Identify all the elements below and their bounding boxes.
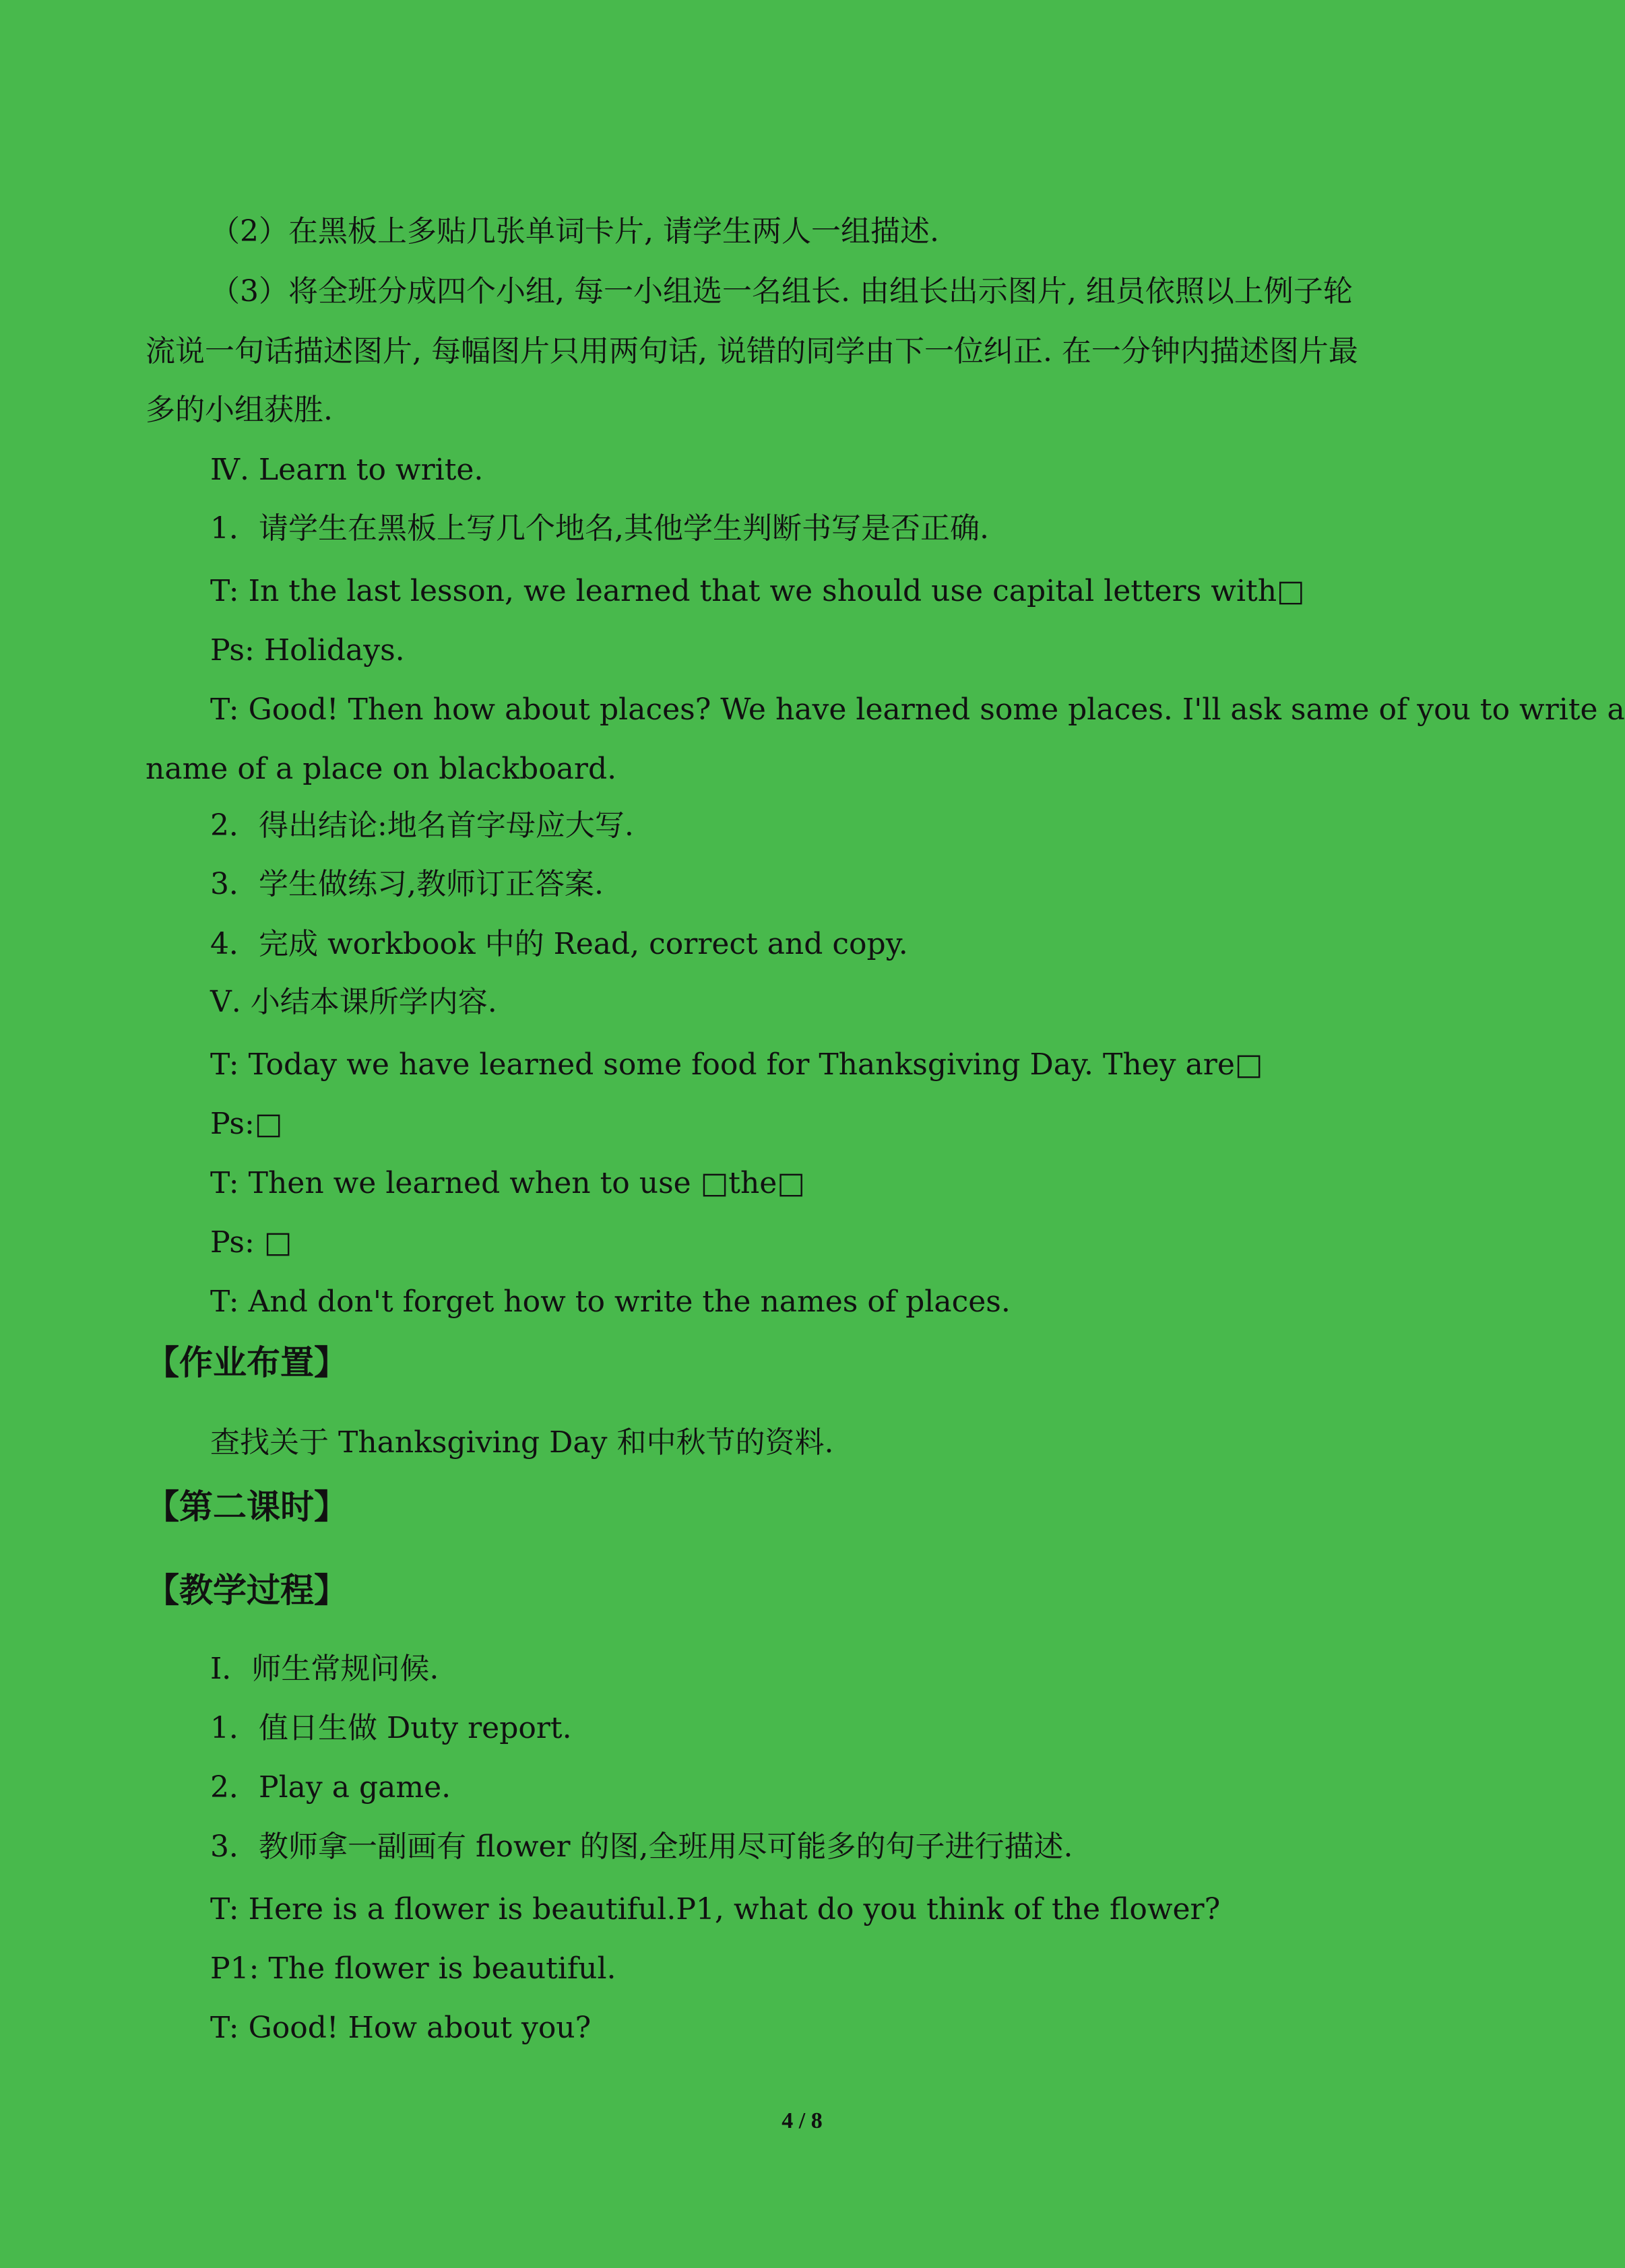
section-label: Ⅴ. 小结本课所学内容. <box>210 985 497 1019</box>
dialogue-line: T: Then we learned when to use □the□ <box>210 1166 805 1200</box>
text-line: 2．得出结论:地名首字母应大写. <box>210 808 634 843</box>
text-line: 多的小组获胜. <box>146 393 333 427</box>
text-line: I．师生常规问候. <box>210 1652 439 1686</box>
text-line: 3．教师拿一副画有 flower 的图,全班用尽可能多的句子进行描述. <box>210 1829 1073 1864</box>
text-line: 3．学生做练习,教师订正答案. <box>210 867 604 901</box>
dialogue-line: T: In the last lesson, we learned that we should use capital letters with□ <box>210 574 1305 608</box>
dialogue-line: T: Good! How about you? <box>210 2011 592 2045</box>
section-heading-second-lesson: 【第二课时】 <box>146 1487 348 1526</box>
text-line: 1．值日生做 Duty report. <box>210 1711 572 1745</box>
section-heading-homework: 【作业布置】 <box>146 1343 348 1382</box>
dialogue-line: T: Today we have learned some food for Thanksgiving Day. They are□ <box>210 1047 1263 1082</box>
page-number: 4 / 8 <box>782 2108 823 2133</box>
dialogue-line: Ps:□ <box>210 1107 283 1141</box>
section-heading-teaching-process: 【教学过程】 <box>146 1571 348 1610</box>
section-label: Ⅳ. Learn to write. <box>210 453 484 487</box>
text-line: （3）将全班分成四个小组, 每一小组选一名组长. 由组长出示图片, 组员依照以上例子轮 <box>210 274 1353 309</box>
dialogue-line: T: And don't forget how to write the names of places. <box>210 1285 1011 1319</box>
text-line: 2．Play a game. <box>210 1770 451 1805</box>
dialogue-line: Ps: □ <box>210 1225 292 1260</box>
text-line: 流说一句话描述图片, 每幅图片只用两句话, 说错的同学由下一位纠正. 在一分钟内描述图片最 <box>146 334 1358 368</box>
dialogue-line: P1: The flower is beautiful. <box>210 1951 616 1986</box>
text-line: 1．请学生在黑板上写几个地名,其他学生判断书写是否正确. <box>210 511 989 546</box>
dialogue-line: T: Here is a flower is beautiful.P1, what do you think of the flower? <box>210 1892 1221 1926</box>
text-line: 4．完成 workbook 中的 Read, correct and copy. <box>210 927 908 961</box>
text-line: （2）在黑板上多贴几张单词卡片, 请学生两人一组描述. <box>210 214 939 249</box>
dialogue-line: name of a place on blackboard. <box>146 752 617 786</box>
text-line: 查找关于 Thanksgiving Day 和中秋节的资料. <box>210 1425 834 1460</box>
dialogue-line: Ps: Holidays. <box>210 633 405 668</box>
dialogue-line: T: Good! Then how about places? We have learned some places. I'll ask same of you to write a <box>210 692 1625 727</box>
